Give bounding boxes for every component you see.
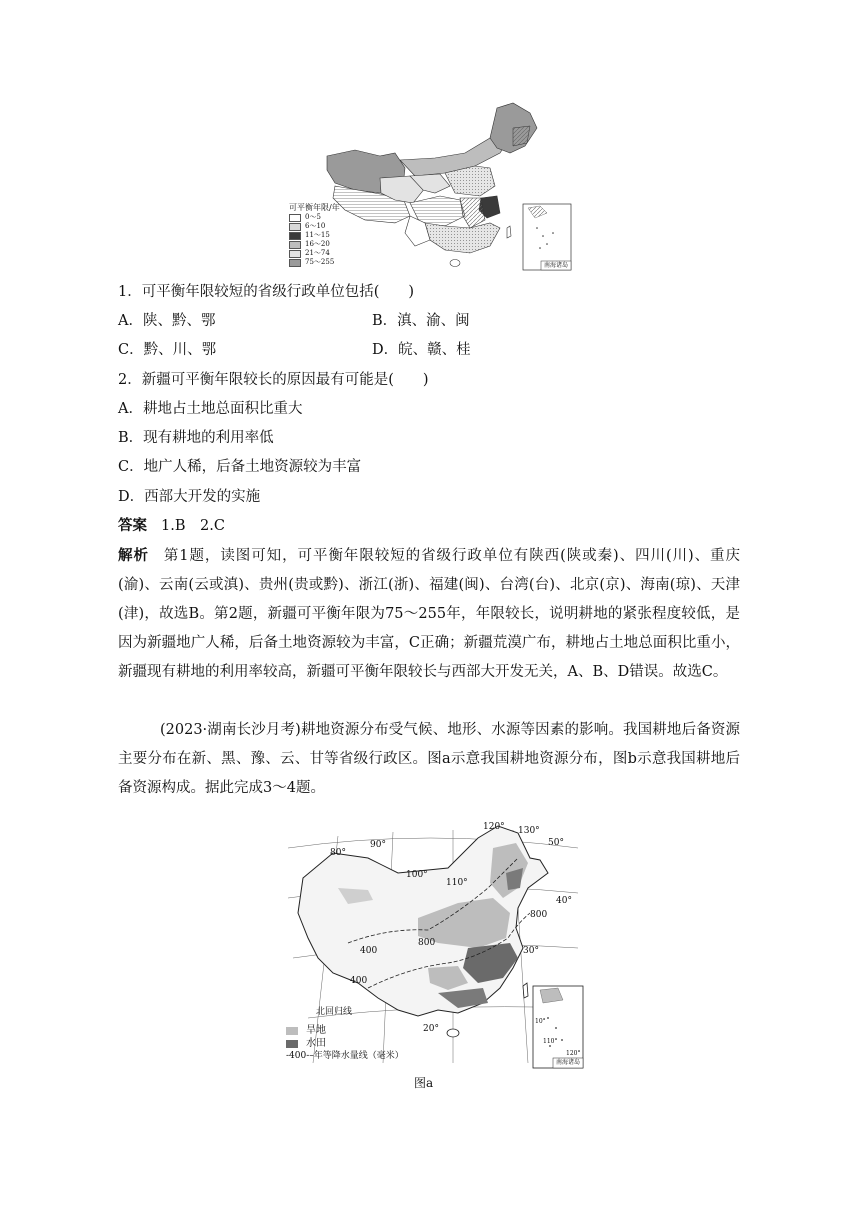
legend-label-5: 75～255 (305, 258, 335, 266)
region-taiwan (507, 226, 511, 238)
legend-row-2 (289, 231, 369, 240)
legend-label-1: 6～10 (305, 222, 326, 230)
answer-text: 1.B 2.C (161, 518, 225, 534)
legend-swatch-1 (289, 223, 301, 231)
q2-option-a: A．耕地占土地总面积比重大 (118, 401, 303, 417)
map-arable-balance-years (285, 98, 575, 273)
inset-lon-label: 110° (543, 1038, 558, 1045)
analysis-text: 第1题，读图可知，可平衡年限较短的省级行政单位有陕西(陕或秦)、四川(川)、重庆(渝)、云南(云或滇)、贵州(贵或黔)、浙江(浙)、福建(闽)、台湾(台)、北京(京)、海南(琼)、天津(津)，故选B。第2题，新疆可平衡年限为75～255年，年限较长，说明耕地的紧张程度较低，是因为新疆地广人稀，后备土地资源较为丰富，C正确；新疆荒漠广布，耕地占土地总面积比重小，新疆现有耕地的利用率较高，新疆可平衡年限较长与西部大开发无关，A、B、D错误。故选C。 (118, 548, 740, 680)
lat-label-30: 30° (523, 946, 539, 956)
map2-caption: 图a (414, 1076, 434, 1090)
q1-option-d: D．皖、赣、桂 (372, 342, 471, 358)
isohyet-label-400-a: 400 (360, 946, 378, 956)
lon-label-80: 80° (330, 848, 346, 858)
q1-option-c: C．黔、川、鄂 (118, 342, 217, 358)
lat-label-50: 50° (548, 838, 564, 848)
lon-label-90: 90° (370, 840, 386, 850)
map2-legend (286, 1024, 404, 1063)
q2-option-b: B．现有耕地的利用率低 (118, 430, 274, 446)
q2-option-d: D．西部大开发的实施 (118, 489, 261, 505)
legend-row-4 (289, 249, 369, 258)
legend-swatch-4 (289, 250, 301, 258)
lon-label-130: 130° (518, 826, 540, 836)
isohyet-label-400-b: 400 (350, 976, 368, 986)
legend-label-2: 11～15 (305, 231, 330, 239)
legend-label-4: 21～74 (305, 249, 330, 257)
swatch-paddy (286, 1040, 298, 1048)
legend-swatch-2 (289, 232, 301, 240)
legend-label-0: 0～5 (305, 213, 321, 221)
q1-stem: 1．可平衡年限较短的省级行政单位包括( ) (118, 284, 415, 300)
island-taiwan (523, 983, 528, 998)
inset-lat-label: 10° (535, 1018, 546, 1025)
answer-label: 答案 (118, 517, 147, 534)
answer-line (118, 516, 225, 536)
region-hainan (450, 260, 460, 267)
intro-paragraph: (2023·湖南长沙月考)耕地资源分布受气候、地形、水源等因素的影响。我国耕地后备资源主要分布在新、黑、豫、云、甘等省级行政区。图a示意我国耕地资源分布，图b示意我国耕地后备资源构成。据此完成3～4题。 (118, 722, 740, 796)
legend-row-0 (289, 213, 369, 222)
map-arable-distribution (278, 818, 586, 1070)
q1-option-a: A．陕、黔、鄂 (118, 313, 216, 329)
region-northeast-hatch (513, 126, 530, 146)
lon-label-100: 100° (406, 870, 428, 880)
map2-inset-label: 南海诸岛 (555, 1059, 580, 1066)
label-paddy: 水田 (306, 1038, 326, 1049)
isohyet-label-800-a: 800 (530, 910, 548, 920)
legend-title: 可平衡年限/年 (289, 203, 340, 212)
legend-paddy (286, 1037, 404, 1050)
island-hainan (447, 1029, 459, 1037)
legend-label-3: 16～20 (305, 240, 330, 248)
lat-label-40: 40° (556, 896, 572, 906)
legend-swatch-3 (289, 241, 301, 249)
lon-label-110: 110° (446, 878, 468, 888)
inset-lon-label-2: 120° (566, 1050, 581, 1057)
region-central (460, 198, 485, 228)
label-dryland: 旱地 (306, 1025, 326, 1036)
lat-label-20: 20° (423, 1024, 439, 1034)
legend-row-1 (289, 222, 369, 231)
legend-swatch-0 (289, 214, 301, 222)
legend-dryland (286, 1024, 404, 1037)
legend-isohyet: -400-–年等降水量线（毫米） (286, 1051, 404, 1061)
q2-option-c: C．地广人稀，后备土地资源较为丰富 (118, 459, 362, 475)
tropic-label: 北回归线 (316, 1007, 353, 1017)
legend-row-5 (289, 258, 369, 267)
map1-inset-label: 南海诸岛 (543, 262, 568, 269)
region-south (425, 223, 500, 253)
swatch-dryland (286, 1027, 298, 1035)
q1-option-b: B．滇、渝、闽 (372, 313, 470, 329)
q2-stem: 2．新疆可平衡年限较长的原因最有可能是( ) (118, 372, 429, 388)
map1-legend (289, 202, 369, 267)
analysis-label: 解析 (118, 547, 149, 564)
legend-row-3 (289, 240, 369, 249)
isohyet-label-800-b: 800 (418, 938, 436, 948)
lon-label-120: 120° (483, 822, 505, 832)
legend-swatch-5 (289, 259, 301, 267)
analysis-block (118, 541, 740, 687)
